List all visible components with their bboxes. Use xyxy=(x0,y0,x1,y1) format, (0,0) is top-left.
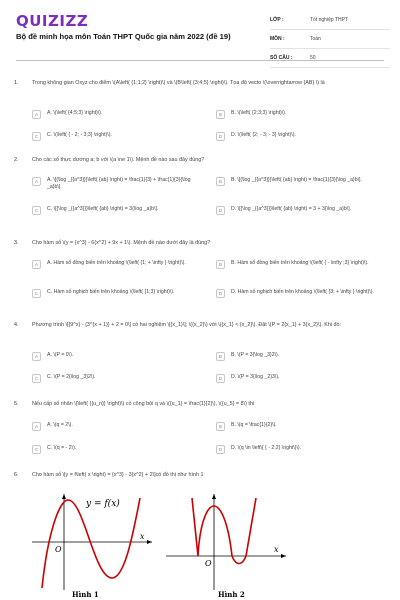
option-text: C. Hàm số nghịch biến trên khoảng \(\left( {1;3} \right)\). xyxy=(47,289,175,295)
option-text: D. \[{\log _{{a^3}}}\left( {ab} \right) = 3 + 3{\log _a}b\]. xyxy=(231,206,352,212)
option-text: B. \(\left( {2;3;3} \right)\). xyxy=(231,110,287,116)
option-a[interactable] xyxy=(32,352,202,361)
option-letter: B xyxy=(216,352,225,361)
option-letter: D xyxy=(216,206,225,215)
option-text: D. \(P = 3{\log _2}3\). xyxy=(231,374,280,380)
option-letter: B xyxy=(216,177,225,186)
option-text: C. \(P = 2{\log _3}2\). xyxy=(47,374,96,380)
meta-label: LỚP : xyxy=(270,17,284,23)
question-text: Nếu cấp số nhân \(\left( {{u_n}} \right)\) có công bội q và \({u_1} = \frac{1}{2}\), \({u_5} = 8\) thì xyxy=(32,401,255,407)
option-d[interactable] xyxy=(216,206,386,215)
option-text: C. \(\left( { - 2; - 3;3} \right)\). xyxy=(47,132,112,138)
function-label: y = f(x) xyxy=(86,499,120,509)
option-c[interactable] xyxy=(32,374,202,383)
option-text: A. \[{\log _{{a^3}}}\left( {ab} \right) = \frac{1}{3} + \frac{1}{3}{\log _a}b\]. xyxy=(47,177,191,190)
header-divider xyxy=(16,60,384,61)
meta-panel xyxy=(270,14,390,71)
meta-row-subject xyxy=(270,33,390,49)
option-a[interactable] xyxy=(32,422,202,431)
option-text: D. \(q \in \left\{ { - 2;2} \right\}\). xyxy=(231,445,302,451)
option-d[interactable] xyxy=(216,445,386,454)
option-b[interactable] xyxy=(216,260,386,269)
question-number: 5. xyxy=(14,401,19,407)
figure-caption: Hình 2 xyxy=(218,590,245,599)
origin-label: O xyxy=(205,559,212,568)
option-text: B. \(q = \frac{1}{2}\). xyxy=(231,422,277,428)
option-text: D. \(\left( {2; - 3; - 3} \right)\). xyxy=(231,132,296,138)
option-letter: C xyxy=(32,132,41,141)
y-axis-arrow xyxy=(212,494,216,499)
option-b[interactable] xyxy=(216,422,386,431)
question-text: Cho hàm số \(y = {x^3} - 6{x^2} + 9x + 1\). Mệnh đề nào dưới đây là đúng? xyxy=(32,240,211,246)
curve-abs-f xyxy=(192,498,256,564)
option-d[interactable] xyxy=(216,132,386,141)
option-letter: D xyxy=(216,374,225,383)
option-text: C. \(q = - 2\). xyxy=(47,445,77,451)
option-letter: A xyxy=(32,177,41,186)
option-text: C. \[{\log _{{a^3}}}\left( {ab} \right) = 3{\log _a}b\]. xyxy=(47,206,159,212)
option-letter: A xyxy=(32,110,41,119)
meta-value: Tốt nghiệp THPT xyxy=(310,17,348,23)
option-letter: C xyxy=(32,374,41,383)
option-letter: D xyxy=(216,445,225,454)
option-letter: A xyxy=(32,260,41,269)
option-letter: C xyxy=(32,289,41,298)
option-text: A. \(q = 2\). xyxy=(47,422,73,428)
question-number: 3. xyxy=(14,240,19,246)
option-b[interactable] xyxy=(216,352,386,361)
meta-label: MÔN : xyxy=(270,36,285,42)
option-letter: D xyxy=(216,132,225,141)
option-text: B. \(P = 3{\log _3}2\). xyxy=(231,352,280,358)
option-c[interactable] xyxy=(32,132,202,141)
option-letter: D xyxy=(216,289,225,298)
meta-value: 50 xyxy=(310,55,316,61)
question-number: 6. xyxy=(14,472,19,478)
option-letter: B xyxy=(216,422,225,431)
option-a[interactable] xyxy=(32,110,202,119)
option-a[interactable] xyxy=(32,260,202,269)
quizizz-logo: QUIZIZZ xyxy=(16,12,89,30)
meta-value: Toán xyxy=(310,36,321,42)
option-b[interactable] xyxy=(216,110,386,119)
option-letter: C xyxy=(32,445,41,454)
x-axis-label: x xyxy=(274,545,279,554)
option-b[interactable] xyxy=(216,177,386,186)
option-c[interactable] xyxy=(32,206,202,215)
option-a[interactable] xyxy=(32,177,202,191)
graph-figure-2 xyxy=(162,490,292,600)
option-d[interactable] xyxy=(216,289,386,298)
question-number: 4. xyxy=(14,322,19,328)
page-title: Bộ đề minh họa môn Toán THPT Quốc gia năm 2022 (đề 19) xyxy=(16,32,231,41)
question-number: 1. xyxy=(14,80,19,86)
question-text: Phương trình \[{9^x} - {3^{x + 1}} + 2 = 0\] có hai nghiệm \[{x_1}\]; \({x_2}\) với \({x_1} < {x_2}\). Đặt \(P = 2{x_1} + 3{x_2}\). Khi đó: xyxy=(32,322,342,328)
option-c[interactable] xyxy=(32,445,202,454)
x-axis-arrow xyxy=(147,540,152,544)
figure-caption: Hình 1 xyxy=(72,590,99,599)
question-text: Cho hàm số \[y = f\left( x \right) = {x^3} - 3{x^2} + 2\]có đồ thị như hình 1 xyxy=(32,472,204,478)
option-text: A. \(P = 0\). xyxy=(47,352,74,358)
origin-label: O xyxy=(55,545,62,554)
question-text: Cho các số thực dương a; b với \(a \ne 1\). Mệnh đề nào sau đây đúng? xyxy=(32,157,205,163)
meta-label: SỐ CÂU : xyxy=(270,55,293,61)
option-text: A. Hàm số đồng biến trên khoảng \(\left( {1; + \infty } \right)\). xyxy=(47,260,186,266)
option-text: A. \(\left( {4;5;3} \right)\). xyxy=(47,110,103,116)
option-letter: B xyxy=(216,260,225,269)
option-text: B. \[{\log _{{a^3}}}\left( {ab} \right) = \frac{1}{3}{\log _a}b\]. xyxy=(231,177,362,183)
curve-f xyxy=(42,498,140,588)
meta-row-class xyxy=(270,14,390,30)
option-letter: A xyxy=(32,352,41,361)
option-text: D. Hàm số nghịch biến trên khoảng \(\left( {3; + \infty } \right)\). xyxy=(231,289,374,295)
question-text: Trong không gian Oxyz cho điểm \(A\left( {1;1;2} \right)\) và \(B\left( {3;4;5} \right)\). Tọa độ vecto \(\overrightarrow {AB} \) là xyxy=(32,80,325,86)
x-axis-arrow xyxy=(281,554,286,558)
option-d[interactable] xyxy=(216,374,386,383)
option-letter: C xyxy=(32,206,41,215)
option-letter: B xyxy=(216,110,225,119)
option-c[interactable] xyxy=(32,289,202,298)
x-axis-label: x xyxy=(140,532,145,541)
question-number: 2. xyxy=(14,157,19,163)
option-letter: A xyxy=(32,422,41,431)
y-axis-arrow xyxy=(62,494,66,499)
option-text: B. Hàm số đồng biến trên khoảng \(\left( { - \infty ;3} \right)\). xyxy=(231,260,369,266)
graph-figure-1 xyxy=(28,490,158,600)
